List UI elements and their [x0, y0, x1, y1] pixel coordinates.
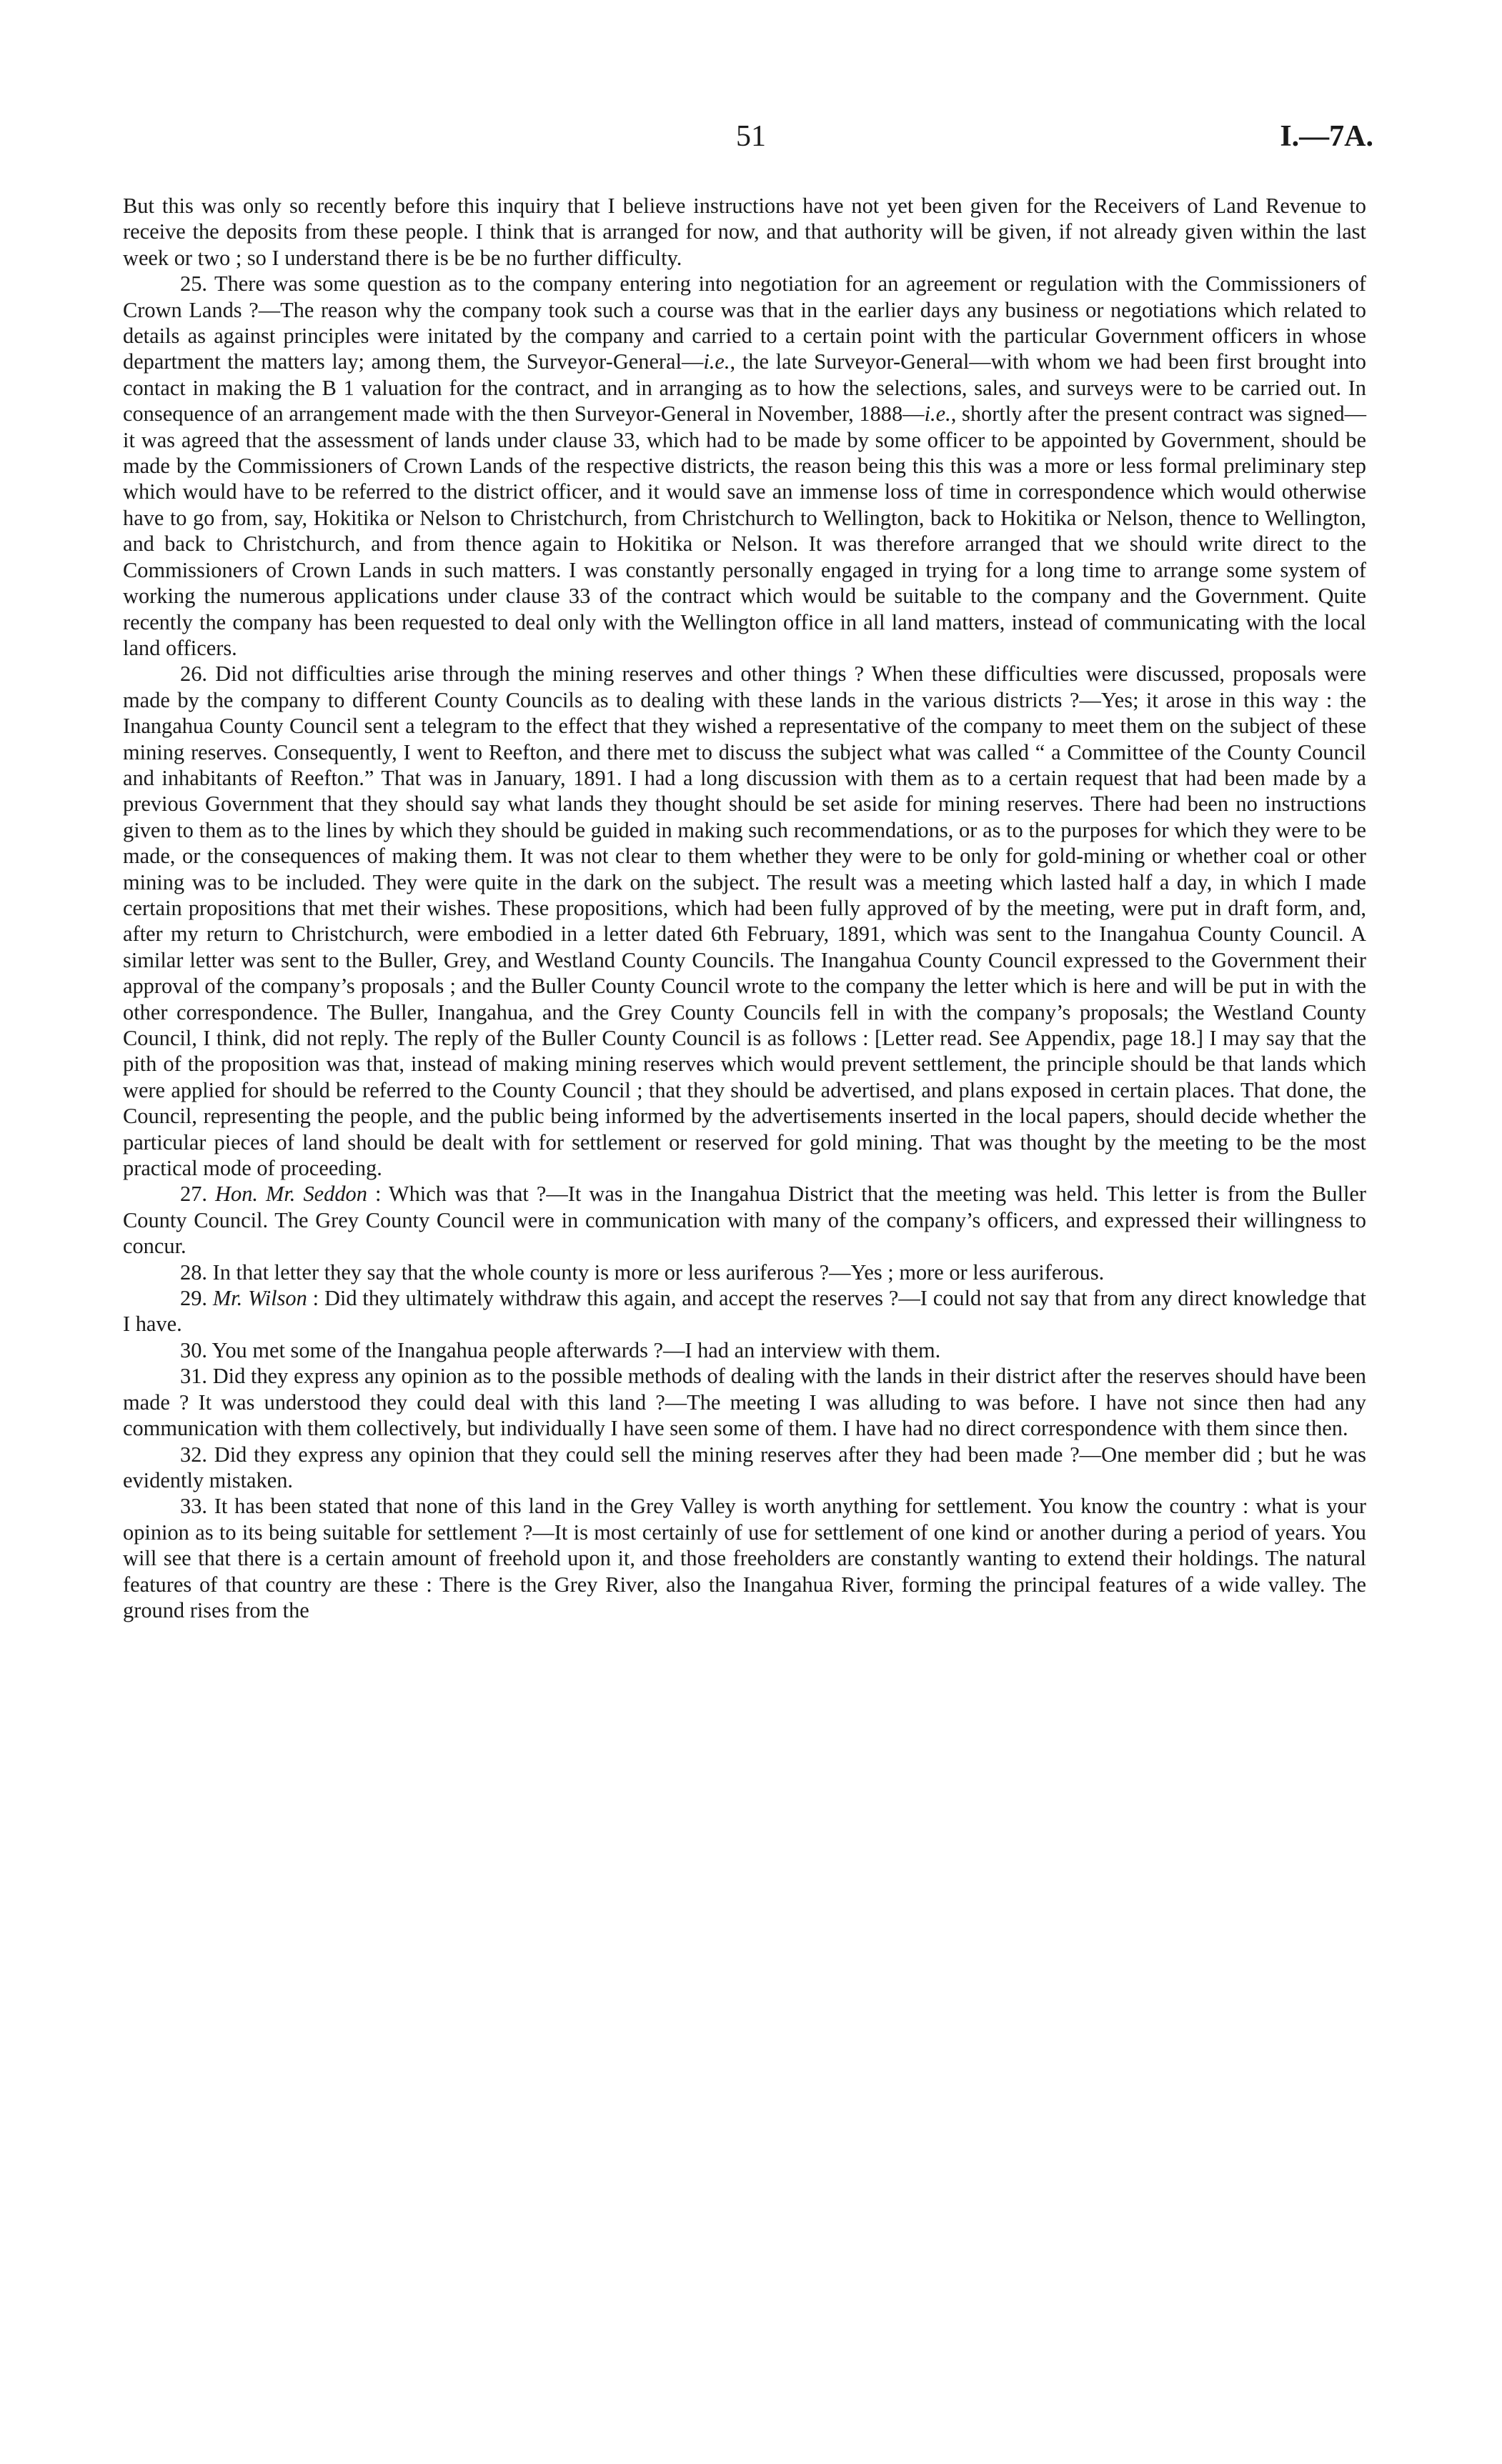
text-run: 31. Did they express any opinion as to the possible methods of dealing with the lands in their district after the reserves should have been made ? It was understood they could deal with this land ?—The meeting I was alluding to was before. I have not since then had any communication with them collectively, but individually I have seen some of them. I have had no direct correspondence with them since then. [123, 1364, 1366, 1441]
text-run: But this was only so recently before this inquiry that I believe instructions have not yet been given for the Receivers of Land Revenue to receive the deposits from these people. I think that is arranged for now, and that authority will be given, if not already given within the last week or two ; so I understand there is be be no further difficulty. [123, 194, 1366, 270]
text-run: 25. There was some question as to the company entering into negotiation for an agreement or regulation with the Commissioners of Crown Lands ?—The reason why the company took such a course was that in the earlier days any business or negotiations which related to details as against principles were initated by the company and carried to a certain point with the particular Government officers in whose department the matters lay; among them, the Surveyor-General— [123, 271, 1366, 374]
text-run: 26. Did not difficulties arise through the mining reserves and other things ? When these difficulties were discussed, proposals were made by the company to different County Councils as to dealing with these lands in the various districts ?—Yes; it arose in this way : the Inangahua County Council sent a telegram to the effect that they wished a representative of the company to meet them on the subject of these mining reserves. Consequently, I went to Reefton, and there met to discuss the subject what was called “ a Committee of the County Council and inhabitants of Reefton.” That was in January, 1891. I had a long discussion with them as to a certain request that had been made by a previous Government that they should say what lands they thought should be set aside for mining reserves. There had been no instructions given to them as to the lines by which they should be guided in making such recommendations, or as to the purposes for which they were to be made, or the consequences of making them. It was not clear to them whether they were to be only for gold-mining or whether coal or other mining was to be included. They were quite in the dark on the subject. The result was a meeting which lasted half a day, in which I made certain propositions that met their wishes. These propositions, which had been fully approved of by the meeting, were put in draft form, and, after my return to Christchurch, were embodied in a letter dated 6th February, 1891, which was sent to the Inangahua County Council. A similar letter was sent to the Buller, Grey, and Westland County Councils. The Inangahua County Council expressed to the Government their approval of the company’s proposals ; and the Buller County Council wrote to the company the letter which is here and will be put in with the other correspondence. The Buller, Inangahua, and the Grey County Councils fell in with the company’s proposals; the Westland County Council, I think, did not reply. The reply of the Buller County Council is as follows : [Letter read. See Appendix, page 18.] I may say that the pith of the proposition was that, instead of making mining reserves which would prevent settlement, the principle should be that lands which were applied for should be referred to the County Council ; that they should be advertised, and plans exposed in certain places. That done, the Council, representing the people, and the public being informed by the advertisements inserted in the local papers, should decide whether the particular pieces of land should be dealt with for settlement or reserved for gold mining. That was thought by the meeting to be the most practical mode of proceeding. [123, 662, 1366, 1181]
text-run: : Which was that ?—It was in the Inangahua District that the meeting was held. This letter is from the Buller County Council. The Grey County Council were in communication with many of the company’s officers, and expressed their willingness to concur. [123, 1182, 1366, 1259]
paragraph [123, 193, 1366, 271]
paragraph [123, 271, 1366, 661]
text-run: : Did they ultimately withdraw this again, and accept the reserves ?—I could not say that from any direct knowledge that I have. [123, 1286, 1366, 1337]
text-run: , shortly after the present contract was signed—it was agreed that the assessment of lands under clause 33, which had to be made by some officer to be appointed by Government, should be made by the Commissioners of Crown Lands of the respective districts, the reason being this this was a more or less formal preliminary step which would have to be referred to the district officer, and it would save an immense loss of time in correspondence which would otherwise have to go from, say, Hokitika or Nelson to Christchurch, from Christchurch to Wellington, back to Hokitika or Nelson, thence to Wellington, and back to Christchurch, and from thence again to Hokitika or Nelson. It was therefore arranged that we should write direct to the Commissioners of Crown Lands in such matters. I was constantly personally engaged in trying for a long time to arrange some system of working the numerous applications under clause 33 of the contract which would be suitable to the company and the Government. Quite recently the company has been requested to deal only with the Wellington office in all land matters, instead of communicating with the local land officers. [123, 401, 1366, 660]
text-run: 33. It has been stated that none of this land in the Grey Valley is worth anything for settlement. You know the country : what is your opinion as to its being suitable for settlement ?—It is most certainly of use for settlement of one kind or another during a period of years. You will see that there is a certain amount of freehold upon it, and those freeholders are constantly wanting to extend their holdings. The natural features of that country are these : There is the Grey River, also the Inangahua River, forming the principal features of a wide valley. The ground rises from the [123, 1494, 1366, 1622]
text-run: 30. You met some of the Inangahua people afterwards ?—I had an interview with them. [180, 1337, 941, 1362]
paragraph [123, 1285, 1366, 1337]
page-number: 51 [736, 120, 766, 153]
paragraph [123, 1337, 1366, 1363]
paragraph [123, 1493, 1366, 1623]
italic-run: Mr. Wilson [212, 1286, 307, 1311]
paragraph [123, 1181, 1366, 1259]
text-run: , the late Surveyor-General—with whom we had been first brought into contact in making the B 1 valuation for the contract, and in arranging as to how the selections, sales, and surveys were to be carried out. In consequence of an arrangement made with the then Surveyor-General in November, 1888— [123, 349, 1366, 427]
document-reference: I.—7A. [1280, 120, 1373, 153]
italic-run: i.e. [924, 401, 951, 427]
body-text [123, 193, 1366, 1623]
paragraph [123, 661, 1366, 1181]
paragraph [123, 1260, 1366, 1285]
italic-run: i.e. [703, 349, 730, 374]
text-run: 29. [180, 1286, 213, 1311]
text-run: 32. Did they express any opinion that they could sell the mining reserves after they had been made ?—One member did ; but he was evidently mistaken. [123, 1442, 1366, 1492]
italic-run: Hon. Mr. Seddon [215, 1182, 367, 1207]
text-run: 28. In that letter they say that the whole county is more or less auriferous ?—Yes ; more or less auriferous. [180, 1260, 1105, 1285]
paragraph [123, 1363, 1366, 1441]
text-run: 27. [180, 1182, 216, 1207]
paragraph [123, 1442, 1366, 1494]
